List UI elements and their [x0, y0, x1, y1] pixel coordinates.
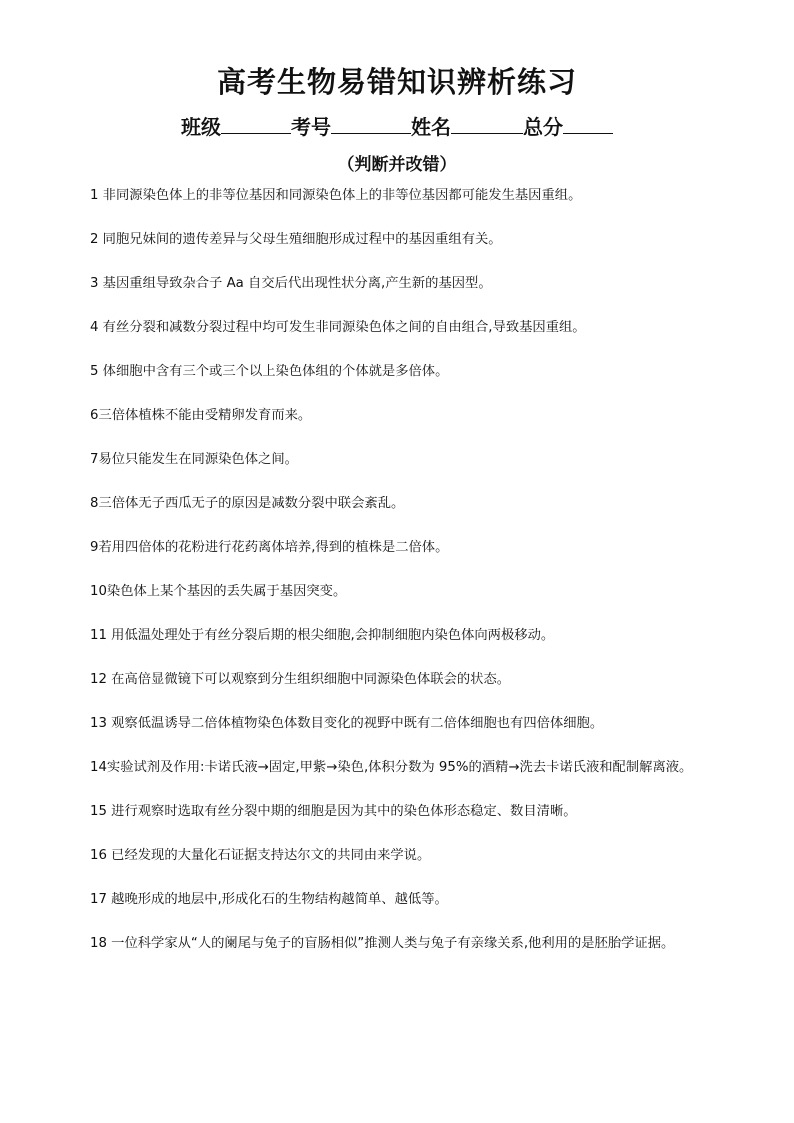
question-item: 8三倍体无子西瓜无子的原因是减数分裂中联会紊乱。: [90, 496, 405, 511]
question-item: 4 有丝分裂和减数分裂过程中均可发生非同源染色体之间的自由组合,导致基因重组。: [90, 320, 586, 335]
question-item: 3 基因重组导致杂合子 Aa 自交后代出现性状分离,产生新的基因型。: [90, 276, 492, 291]
class-label: 班级: [181, 115, 221, 139]
score-blank[interactable]: [563, 113, 613, 134]
question-item: 15 进行观察时选取有丝分裂中期的细胞是因为其中的染色体形态稳定、数目清晰。: [90, 804, 577, 819]
student-info-line: [0, 111, 794, 140]
question-item: 5 体细胞中含有三个或三个以上染色体组的个体就是多倍体。: [90, 364, 449, 379]
question-item: 16 已经发现的大量化石证据支持达尔文的共同由来学说。: [90, 848, 431, 863]
question-item: 2 同胞兄妹间的遗传差异与父母生殖细胞形成过程中的基因重组有关。: [90, 232, 502, 247]
question-item: 11 用低温处理处于有丝分裂后期的根尖细胞,会抑制细胞内染色体向两极移动。: [90, 628, 555, 643]
score-label: 总分: [523, 115, 563, 139]
subtitle: （判断并改错）: [337, 155, 457, 175]
question-item: 7易位只能发生在同源染色体之间。: [90, 452, 298, 467]
question-item: 17 越晚形成的地层中,形成化石的生物结构越简单、越低等。: [90, 892, 448, 907]
question-item: 1 非同源染色体上的非等位基因和同源染色体上的非等位基因都可能发生基因重组。: [90, 188, 582, 203]
question-item: 13 观察低温诱导二倍体植物染色体数目变化的视野中既有二倍体细胞也有四倍体细胞。: [90, 716, 604, 731]
name-blank[interactable]: [451, 113, 523, 134]
question-item: 6三倍体植株不能由受精卵发育而来。: [90, 408, 312, 423]
question-item: 10染色体上某个基因的丢失属于基因突变。: [90, 584, 347, 599]
question-list: [90, 185, 740, 977]
question-item: 9若用四倍体的花粉进行花药离体培养,得到的植株是二倍体。: [90, 540, 449, 555]
question-item: 18 一位科学家从“人的阑尾与兔子的盲肠相似”推测人类与兔子有亲缘关系,他利用的是胚胎学证据。: [90, 936, 675, 951]
exam-no-label: 考号: [291, 115, 331, 139]
page-title: 高考生物易错知识辨析练习: [216, 65, 577, 99]
class-blank[interactable]: [221, 113, 291, 134]
name-label: 姓名: [411, 115, 451, 139]
question-item: 12 在高倍显微镜下可以观察到分生组织细胞中同源染色体联会的状态。: [90, 672, 511, 687]
question-item: 14实验试剂及作用:卡诺氏液→固定,甲紫→染色,体积分数为 95%的酒精→洗去卡诺氏液和配制解离液。: [90, 760, 693, 775]
exam-no-blank[interactable]: [331, 113, 411, 134]
